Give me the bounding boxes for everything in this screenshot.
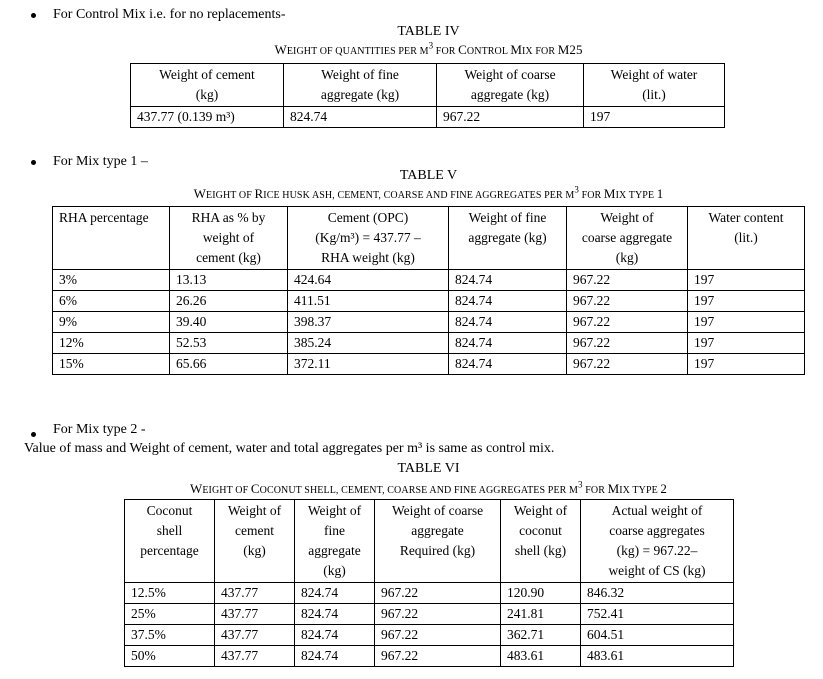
table-row: [131, 107, 725, 128]
table6-title: TABLE VI: [397, 461, 460, 476]
mix-type-2-note: Value of mass and Weight of cement, water and total aggregates per m³ is same as control mix.: [24, 441, 555, 456]
table-cell: 424.64: [288, 270, 449, 291]
table-cell: 752.41: [581, 604, 734, 625]
table-cell: 12.5%: [125, 583, 215, 604]
table-cell: 398.37: [288, 312, 449, 333]
column-header-line: Weight of coarse: [464, 67, 556, 82]
column-header: [170, 207, 288, 270]
table6-caption: [0, 481, 823, 499]
column-header-line: (kg): [195, 87, 219, 102]
column-header: [131, 64, 284, 107]
table-cell: 65.66: [170, 354, 288, 375]
column-header: [437, 64, 584, 107]
column-header: [449, 207, 567, 270]
column-header-line: aggregate: [411, 523, 464, 538]
caption-text: 2: [660, 481, 668, 496]
table-row: [53, 333, 805, 354]
table4-caption: [0, 42, 823, 60]
table5-title: TABLE V: [399, 168, 458, 183]
table-cell: 846.32: [581, 583, 734, 604]
column-header-line: (lit.): [642, 87, 666, 102]
column-header-line: Weight of: [227, 503, 282, 518]
table-cell: 6%: [53, 291, 170, 312]
table-cell: 197: [688, 270, 805, 291]
caption-text: M: [603, 186, 616, 201]
table-cell: 824.74: [295, 604, 375, 625]
table-cell: 437.77: [215, 625, 295, 646]
table-cell: 3%: [53, 270, 170, 291]
table-cell: 197: [584, 107, 725, 128]
column-header-line: weight of CS (kg): [608, 563, 706, 578]
table-row: [53, 312, 805, 333]
table-cell: 824.74: [449, 291, 567, 312]
column-header-line: aggregate (kg): [320, 87, 400, 102]
column-header-line: Cement (OPC): [327, 210, 409, 225]
table-cell: 483.61: [501, 646, 581, 667]
caption-text: ICE HUSK ASH, CEMENT, COARSE AND FINE AGGREGATES PER M: [263, 190, 575, 201]
table-cell: 37.5%: [125, 625, 215, 646]
caption-text: EIGHT OF: [202, 485, 251, 496]
header-row: [125, 500, 734, 583]
column-header-line: aggregate: [308, 543, 361, 558]
table-cell: 967.22: [567, 270, 688, 291]
bullet-marker: [31, 160, 36, 165]
table4: [130, 63, 725, 128]
column-header-line: cement: [235, 523, 274, 538]
table-row: [125, 583, 734, 604]
caption-superscript: 3: [574, 184, 579, 195]
column-header: [567, 207, 688, 270]
column-header-line: aggregate (kg): [468, 230, 547, 245]
table-cell: 9%: [53, 312, 170, 333]
table-cell: 437.77 (0.139 m³): [131, 107, 284, 128]
table-cell: 967.22: [375, 604, 501, 625]
column-header-line: percentage: [140, 543, 199, 558]
column-header-line: RHA as % by: [191, 210, 266, 225]
column-header-line: weight of: [202, 230, 255, 245]
table5: [52, 206, 805, 375]
table-cell: 824.74: [295, 646, 375, 667]
caption-text: EIGHT OF: [205, 190, 255, 201]
column-header-line: Actual weight of: [611, 503, 703, 518]
table-cell: 385.24: [288, 333, 449, 354]
table-cell: 372.11: [288, 354, 449, 375]
column-header: [688, 207, 805, 270]
table-cell: 120.90: [501, 583, 581, 604]
caption-text: R: [254, 186, 264, 201]
table-cell: 967.22: [567, 354, 688, 375]
table-cell: 437.77: [215, 646, 295, 667]
caption-superscript: 3: [428, 40, 434, 51]
table-cell: 967.22: [375, 646, 501, 667]
caption-text: M25: [557, 42, 583, 57]
caption-text: IX TYPE: [619, 485, 661, 496]
column-header-line: shell (kg): [514, 543, 567, 558]
table-cell: 437.77: [215, 583, 295, 604]
table-cell: 39.40: [170, 312, 288, 333]
column-header-line: fine: [324, 523, 345, 538]
column-header: [288, 207, 449, 270]
column-header-line: coarse aggregate: [581, 230, 673, 245]
bullet-marker: [31, 13, 36, 18]
column-header-line: aggregate (kg): [470, 87, 550, 102]
column-header-line: Weight of: [513, 503, 568, 518]
table-cell: 967.22: [567, 312, 688, 333]
table-cell: 824.74: [449, 333, 567, 354]
header-row: [131, 64, 725, 107]
column-header-line: Weight of: [600, 210, 654, 225]
caption-text: W: [274, 42, 287, 57]
table-cell: 25%: [125, 604, 215, 625]
caption-text: FOR: [582, 485, 608, 496]
column-header-line: Weight of: [307, 503, 362, 518]
caption-text: W: [189, 481, 203, 496]
bullet-mix-type-2: For Mix type 2 -: [53, 422, 146, 437]
column-header-line: RHA weight (kg): [321, 250, 415, 265]
column-header: [501, 500, 581, 583]
caption-text: M: [510, 42, 522, 57]
column-header-line: coarse aggregates: [609, 523, 705, 538]
table-cell: 411.51: [288, 291, 449, 312]
table-cell: 824.74: [295, 625, 375, 646]
column-header: [584, 64, 725, 107]
table-cell: 197: [688, 291, 805, 312]
table-cell: 967.22: [375, 583, 501, 604]
column-header-line: RHA percentage: [59, 210, 149, 225]
column-header-line: (kg): [323, 563, 346, 578]
table-cell: 604.51: [581, 625, 734, 646]
caption-text: M: [607, 481, 620, 496]
column-header-line: (kg): [615, 250, 639, 265]
column-header-line: (lit.): [734, 230, 758, 245]
caption-text: EIGHT OF QUANTITIES PER M: [286, 46, 429, 57]
table-cell: 197: [688, 333, 805, 354]
table6: [124, 499, 734, 667]
column-header: [375, 500, 501, 583]
column-header-line: Weight of coarse: [391, 503, 484, 518]
column-header-line: Weight of fine: [468, 210, 547, 225]
table-cell: 967.22: [567, 333, 688, 354]
table-cell: 824.74: [284, 107, 437, 128]
header-row: [53, 207, 805, 270]
table-cell: 824.74: [449, 270, 567, 291]
column-header-line: (Kg/m³) = 437.77 –: [315, 230, 421, 245]
table-cell: 197: [688, 312, 805, 333]
column-header: [53, 207, 170, 270]
caption-superscript: 3: [578, 479, 583, 490]
table-row: [53, 354, 805, 375]
column-header-line: coconut: [519, 523, 562, 538]
column-header-line: cement (kg): [196, 250, 261, 265]
table-row: [125, 604, 734, 625]
table-cell: 824.74: [449, 354, 567, 375]
column-header-line: Required (kg): [399, 543, 476, 558]
table-cell: 15%: [53, 354, 170, 375]
caption-text: OCONUT SHELL, CEMENT, COARSE AND FINE AGGREGATES PER M: [259, 485, 579, 496]
bullet-mix-type-1: For Mix type 1 –: [53, 154, 148, 169]
table-cell: 362.71: [501, 625, 581, 646]
table-cell: 437.77: [215, 604, 295, 625]
table-cell: 13.13: [170, 270, 288, 291]
table-cell: 52.53: [170, 333, 288, 354]
column-header-line: Weight of cement: [159, 67, 255, 82]
table-row: [125, 646, 734, 667]
table-row: [53, 291, 805, 312]
bullet-control-mix: For Control Mix i.e. for no replacements-: [53, 7, 286, 22]
column-header: [215, 500, 295, 583]
bullet-marker: [31, 432, 36, 437]
table-cell: 967.22: [567, 291, 688, 312]
column-header: [295, 500, 375, 583]
column-header-line: (kg) = 967.22–: [616, 543, 698, 558]
column-header-line: Weight of water: [610, 67, 698, 82]
caption-text: IX TYPE: [615, 190, 657, 201]
caption-text: C: [458, 42, 467, 57]
table-cell: 241.81: [501, 604, 581, 625]
caption-text: FOR: [433, 46, 459, 57]
column-header-line: Weight of fine: [321, 67, 399, 82]
table-cell: 967.22: [375, 625, 501, 646]
table-cell: 50%: [125, 646, 215, 667]
column-header-line: (kg): [243, 543, 266, 558]
column-header: [125, 500, 215, 583]
table-cell: 483.61: [581, 646, 734, 667]
table-row: [125, 625, 734, 646]
column-header-line: Water content: [708, 210, 784, 225]
caption-text: W: [193, 186, 206, 201]
table4-title: TABLE IV: [397, 24, 460, 39]
table-cell: 824.74: [295, 583, 375, 604]
table-cell: 824.74: [449, 312, 567, 333]
table-cell: 197: [688, 354, 805, 375]
caption-text: 1: [656, 186, 664, 201]
table5-caption: [0, 186, 823, 204]
column-header-line: shell: [156, 523, 183, 538]
caption-text: C: [250, 481, 260, 496]
table-cell: 26.26: [170, 291, 288, 312]
column-header: [284, 64, 437, 107]
table-cell: 12%: [53, 333, 170, 354]
column-header: [581, 500, 734, 583]
table-cell: 967.22: [437, 107, 584, 128]
caption-text: ONTROL: [466, 46, 511, 57]
column-header-line: Coconut: [146, 503, 193, 518]
table-row: [53, 270, 805, 291]
caption-text: IX FOR: [521, 46, 558, 57]
caption-text: FOR: [578, 190, 604, 201]
